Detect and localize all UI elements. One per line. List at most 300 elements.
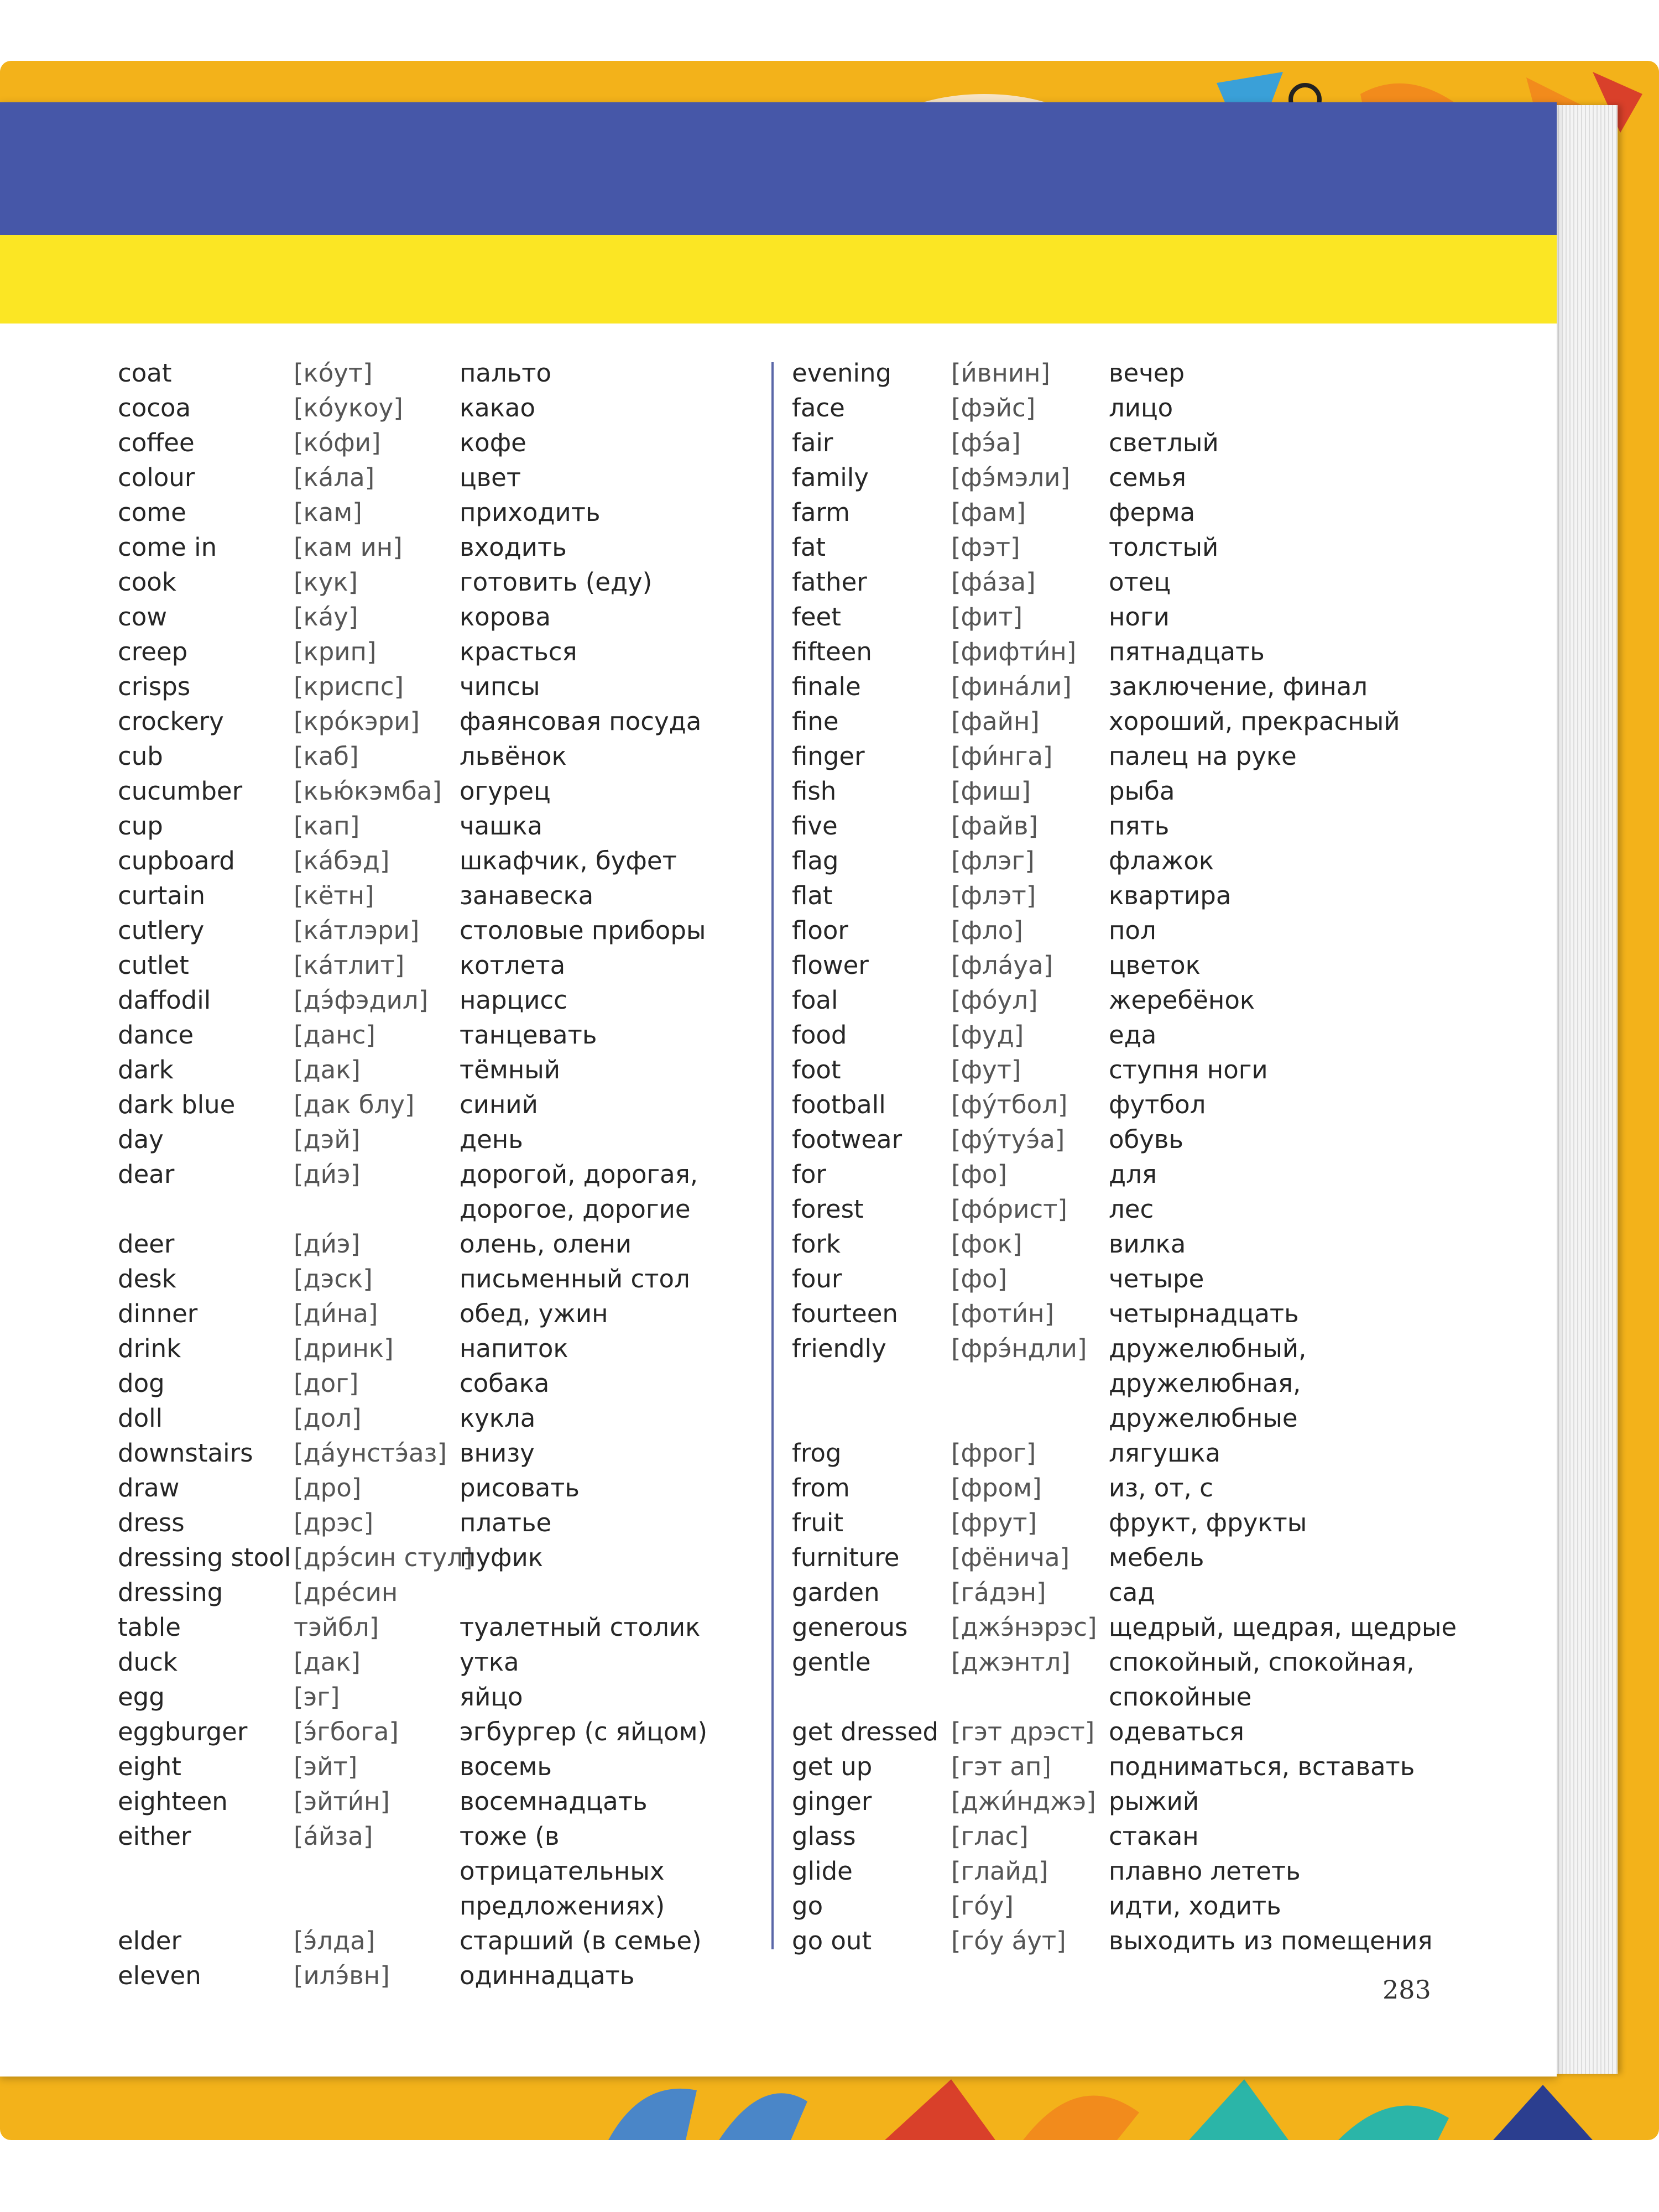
dictionary-entry (118, 565, 769, 599)
entry-translation: стакан (1109, 1822, 1199, 1851)
entry-transcription: [э́гбога] (294, 1717, 399, 1746)
entry-word: garden (792, 1578, 880, 1607)
entry-transcription: [фок] (951, 1229, 1022, 1259)
dictionary-entry (792, 1157, 1463, 1192)
entry-translation: корова (460, 602, 551, 632)
entry-transcription: [дэй] (294, 1125, 361, 1154)
entry-translation (460, 1575, 769, 1610)
entry-word: either (118, 1822, 191, 1851)
dictionary-entry (792, 1888, 1463, 1923)
entry-translation: одиннадцать (460, 1961, 635, 1990)
entry-translation: туалетный столик (460, 1613, 701, 1642)
entry-word: come (118, 498, 186, 527)
entry-word: from (792, 1473, 850, 1503)
dictionary-entry (792, 1227, 1463, 1261)
entry-translation: старший (в семье) (460, 1926, 702, 1955)
entry-translation: рисовать (460, 1473, 580, 1503)
entry-translation: ноги (1109, 602, 1170, 632)
entry-word: cub (118, 742, 163, 771)
entry-word: glass (792, 1822, 856, 1851)
dictionary-entry (792, 530, 1463, 565)
entry-transcription: [ко́ут] (294, 358, 373, 388)
entry-transcription: [фам] (951, 498, 1026, 527)
entry-transcription: [ко́фи] (294, 428, 381, 457)
entry-transcription: [ка́у] (294, 602, 358, 632)
entry-translation: восемнадцать (460, 1787, 648, 1816)
dictionary-entry (792, 634, 1463, 669)
dictionary-entry (118, 425, 769, 460)
entry-transcription: [фиш] (951, 776, 1031, 806)
entry-translation: пятнадцать (1109, 637, 1265, 666)
entry-transcription: [дак блу] (294, 1090, 415, 1119)
entry-transcription: [крип] (294, 637, 377, 666)
entry-transcription: [га́дэн] (951, 1578, 1046, 1607)
entry-word: father (792, 567, 867, 597)
dictionary-entry (792, 599, 1463, 634)
entry-transcription: [фрэ́ндли] (951, 1334, 1087, 1363)
entry-translation: дружелюбный, дружелюбная, дружелюбные (1109, 1334, 1307, 1433)
dictionary-entry (118, 356, 769, 390)
entry-transcription: [дэск] (294, 1264, 373, 1293)
entry-transcription: [фо́рист] (951, 1194, 1067, 1224)
entry-word: cook (118, 567, 176, 597)
entry-transcription: [файн] (951, 707, 1040, 736)
entry-translation: из, от, с (1109, 1473, 1213, 1503)
dictionary-entry (792, 739, 1463, 774)
entry-word: cow (118, 602, 168, 632)
entry-translation: вилка (1109, 1229, 1186, 1259)
entry-transcription: [кам] (294, 498, 362, 527)
dictionary-entry (792, 843, 1463, 878)
entry-translation: подниматься, вставать (1109, 1752, 1415, 1781)
entry-translation: танцевать (460, 1020, 597, 1050)
entry-transcription: [а́йза] (294, 1822, 373, 1851)
entry-word: floor (792, 916, 848, 945)
dictionary-entry (792, 948, 1463, 983)
entry-transcription: [фла́уа] (951, 951, 1053, 980)
entry-translation: пять (1109, 811, 1170, 841)
entry-word: duck (118, 1647, 178, 1677)
dictionary-entry (792, 808, 1463, 843)
dictionary-entry (118, 1436, 769, 1470)
entry-translation: одеваться (1109, 1717, 1244, 1746)
entry-word: eggburger (118, 1717, 248, 1746)
entry-word: fork (792, 1229, 841, 1259)
entry-transcription: [фёнича] (951, 1543, 1070, 1572)
dictionary-entry (118, 495, 769, 530)
entry-word: farm (792, 498, 850, 527)
entry-translation: идти, ходить (1109, 1891, 1281, 1921)
dictionary-entry (118, 1958, 769, 1993)
dictionary-entry (118, 1819, 769, 1923)
entry-word: cocoa (118, 393, 191, 422)
entry-word: friendly (792, 1334, 886, 1363)
entry-translation: кофе (460, 428, 526, 457)
dictionary-entry (118, 808, 769, 843)
entry-transcription: [ка́тлит] (294, 951, 405, 980)
entry-translation: четырнадцать (1109, 1299, 1299, 1328)
entry-transcription: [фло] (951, 916, 1023, 945)
dictionary-entry (792, 1261, 1463, 1296)
entry-translation: входить (460, 533, 567, 562)
entry-word: fat (792, 533, 826, 562)
dictionary-entry (118, 1122, 769, 1157)
entry-translation: обувь (1109, 1125, 1183, 1154)
entry-transcription: [данс] (294, 1020, 375, 1050)
entry-translation: флажок (1109, 846, 1214, 875)
entry-word: eighteen (118, 1787, 228, 1816)
entry-transcription: [эйти́н] (294, 1787, 390, 1816)
dictionary-entry (792, 704, 1463, 739)
entry-transcription: [фэ́а] (951, 428, 1021, 457)
page-number: 283 (1383, 1975, 1431, 2005)
entry-transcription: [джэ́нэрэс] (951, 1613, 1097, 1642)
entry-transcription: [ко́укоу] (294, 393, 403, 422)
dictionary-entry (792, 1018, 1463, 1052)
dictionary-page (0, 102, 1557, 2077)
entry-word: desk (118, 1264, 176, 1293)
entry-word: cupboard (118, 846, 235, 875)
entry-word: dance (118, 1020, 194, 1050)
entry-transcription: [ди́на] (294, 1299, 378, 1328)
dictionary-entry (118, 878, 769, 913)
entry-transcription: [дог] (294, 1369, 359, 1398)
entry-transcription: [ка́ла] (294, 463, 375, 492)
entry-transcription: [фут] (951, 1055, 1021, 1084)
entry-translation: приходить (460, 498, 601, 527)
dictionary-entry (118, 460, 769, 495)
entry-transcription: [кётн] (294, 881, 374, 910)
dictionary-entry (118, 1018, 769, 1052)
entry-transcription: [каб] (294, 742, 359, 771)
dictionary-entry (118, 1749, 769, 1784)
dictionary-entry (792, 1052, 1463, 1087)
entry-translation: лес (1109, 1194, 1154, 1224)
entry-transcription: [кам ин] (294, 533, 403, 562)
entry-word: flat (792, 881, 833, 910)
dictionary-entry (792, 1436, 1463, 1470)
dictionary-entry (118, 1261, 769, 1296)
entry-translation: собака (460, 1369, 550, 1398)
entry-word: drink (118, 1334, 181, 1363)
entry-transcription: [фо] (951, 1160, 1008, 1189)
entry-translation: цвет (460, 463, 521, 492)
entry-word: dark (118, 1055, 174, 1084)
dictionary-entry (118, 704, 769, 739)
entry-translation: квартира (1109, 881, 1232, 910)
dictionary-entry (118, 1645, 769, 1679)
dictionary-entry (118, 1157, 769, 1227)
dictionary-entry (118, 1087, 769, 1122)
entry-word: deer (118, 1229, 175, 1259)
entry-translation: четыре (1109, 1264, 1204, 1293)
entry-transcription: [фэ́мэли] (951, 463, 1070, 492)
entry-word: four (792, 1264, 842, 1293)
entry-transcription: [фэт] (951, 533, 1020, 562)
entry-translation: готовить (еду) (460, 567, 653, 597)
entry-word: crockery (118, 707, 224, 736)
entry-translation: занавеска (460, 881, 594, 910)
entry-translation: пуфик (460, 1543, 543, 1572)
dictionary-entry (118, 1296, 769, 1331)
entry-transcription: [кап] (294, 811, 360, 841)
dictionary-entry (118, 739, 769, 774)
entry-word: daffodil (118, 985, 211, 1015)
entry-transcription: [ка́бэд] (294, 846, 390, 875)
entry-word: coffee (118, 428, 195, 457)
dictionary-entry (792, 983, 1463, 1018)
entry-word: fifteen (792, 637, 872, 666)
entry-word: gentle (792, 1647, 871, 1677)
entry-translation: лицо (1109, 393, 1173, 422)
entry-word: coat (118, 358, 172, 388)
entry-transcription: [глайд] (951, 1856, 1048, 1886)
entry-word: cucumber (118, 776, 243, 806)
dictionary-entry (792, 1192, 1463, 1227)
entry-transcription: [кук] (294, 567, 358, 597)
entry-translation: плавно лететь (1109, 1856, 1301, 1886)
entry-word: family (792, 463, 869, 492)
entry-translation: яйцо (460, 1682, 523, 1712)
entry-transcription: [флэт] (951, 881, 1036, 910)
entry-translation: синий (460, 1090, 538, 1119)
dictionary-entry (118, 1366, 769, 1401)
entry-transcription: [фифти́н] (951, 637, 1077, 666)
entry-transcription: [фоти́н] (951, 1299, 1054, 1328)
dictionary-entry (792, 1505, 1463, 1540)
dictionary-entry (792, 1470, 1463, 1505)
entry-translation: отец (1109, 567, 1171, 597)
entry-transcription: [джэнтл] (951, 1647, 1071, 1677)
entry-translation: платье (460, 1508, 552, 1537)
entry-word: generous (792, 1613, 908, 1642)
entry-translation: какао (460, 393, 536, 422)
entry-translation: внизу (460, 1438, 535, 1468)
entry-word: glide (792, 1856, 853, 1886)
dictionary-entry (792, 913, 1463, 948)
entry-word: doll (118, 1404, 163, 1433)
entry-translation: фрукт, фрукты (1109, 1508, 1307, 1537)
entry-word: eight (118, 1752, 181, 1781)
entry-transcription: [флэг] (951, 846, 1035, 875)
entry-word: furniture (792, 1543, 900, 1572)
entry-translation: хороший, прекрасный (1109, 707, 1400, 736)
entry-word: elder (118, 1926, 181, 1955)
column-divider (771, 362, 774, 1949)
entry-word: foal (792, 985, 838, 1015)
dictionary-entry (792, 1749, 1463, 1784)
entry-word: finger (792, 742, 865, 771)
entry-transcription: [фром] (951, 1473, 1042, 1503)
entry-translation: жеребёнок (1109, 985, 1255, 1015)
entry-translation: восемь (460, 1752, 552, 1781)
entry-transcription: [дол] (294, 1404, 362, 1433)
entry-translation: футбол (1109, 1090, 1206, 1119)
entry-translation: олень, олени (460, 1229, 632, 1259)
dictionary-entry (118, 390, 769, 425)
entry-translation: нарцисс (460, 985, 567, 1015)
entry-translation: чипсы (460, 672, 540, 701)
entry-transcription: [э́лда] (294, 1926, 375, 1955)
entry-transcription: [фу́тбол] (951, 1090, 1068, 1119)
entry-translation: мебель (1109, 1543, 1204, 1572)
entry-word: feet (792, 602, 841, 632)
entry-word: fourteen (792, 1299, 898, 1328)
dictionary-entry (792, 1714, 1463, 1749)
dictionary-entry (792, 1087, 1463, 1122)
dictionary-entry (792, 565, 1463, 599)
dictionary-entry (118, 1470, 769, 1505)
entry-translation: эгбургер (с яйцом) (460, 1717, 708, 1746)
entry-transcription: [ка́тлэри] (294, 916, 420, 945)
entry-transcription: тэйбл] (294, 1613, 379, 1642)
entry-translation: напиток (460, 1334, 568, 1363)
entry-transcription: [фу́туэ́а] (951, 1125, 1065, 1154)
dictionary-entry (792, 669, 1463, 704)
entry-word: draw (118, 1473, 180, 1503)
entry-word: fruit (792, 1508, 844, 1537)
entry-word: flower (792, 951, 869, 980)
entry-word: cutlery (118, 916, 205, 945)
entry-word: day (118, 1125, 164, 1154)
dictionary-entry (792, 1296, 1463, 1331)
entry-word: fair (792, 428, 833, 457)
entry-translation: вечер (1109, 358, 1185, 388)
dictionary-entry (792, 878, 1463, 913)
entry-transcription: [файв] (951, 811, 1038, 841)
entry-translation: рыжий (1109, 1787, 1199, 1816)
entry-transcription: [го́у а́ут] (951, 1926, 1066, 1955)
entry-transcription: [фит] (951, 602, 1023, 632)
entry-translation: цветок (1109, 951, 1201, 980)
dictionary-entry (118, 913, 769, 948)
entry-translation: рыба (1109, 776, 1175, 806)
entry-translation: котлета (460, 951, 566, 980)
entry-translation: дорогой, дорогая, дорогое, дорогие (460, 1160, 698, 1224)
entry-translation: выходить из помещения (1109, 1926, 1433, 1955)
dictionary-entry (792, 1645, 1463, 1714)
dictionary-entry (792, 460, 1463, 495)
entry-translation: еда (1109, 1020, 1157, 1050)
entry-word: come in (118, 533, 217, 562)
dictionary-entry (118, 983, 769, 1018)
right-column (792, 356, 1463, 1958)
entry-translation: ферма (1109, 498, 1196, 527)
entry-transcription: [фэйс] (951, 393, 1036, 422)
entry-translation: пол (1109, 916, 1156, 945)
entry-transcription: [гэт ап] (951, 1752, 1051, 1781)
entry-word: dark blue (118, 1090, 236, 1119)
entry-word: dinner (118, 1299, 198, 1328)
entry-transcription: [ди́э] (294, 1229, 361, 1259)
entry-translation: заключение, финал (1109, 672, 1368, 701)
entry-translation: чашка (460, 811, 543, 841)
entry-transcription: [дро] (294, 1473, 362, 1503)
entry-word: table (118, 1613, 181, 1642)
entry-transcription: [дре́син (294, 1578, 398, 1607)
dictionary-entry (118, 948, 769, 983)
entry-word: eleven (118, 1961, 201, 1990)
entry-transcription: [дак] (294, 1647, 361, 1677)
entry-transcription: [дэ́фэдил] (294, 985, 429, 1015)
entry-translation: красться (460, 637, 577, 666)
entry-translation: светлый (1109, 428, 1219, 457)
entry-transcription: [джи́нджэ] (951, 1787, 1096, 1816)
entry-translation: семья (1109, 463, 1186, 492)
entry-transcription: [фрут] (951, 1508, 1037, 1537)
entry-translation: шкафчик, буфет (460, 846, 677, 875)
entry-word: dressing (118, 1578, 223, 1607)
dictionary-entry (118, 1331, 769, 1366)
entry-word: evening (792, 358, 892, 388)
entry-word: five (792, 811, 838, 841)
dictionary-entry (792, 1540, 1463, 1575)
dictionary-entry (118, 843, 769, 878)
dictionary-entry (118, 1540, 769, 1575)
dictionary-entry (118, 634, 769, 669)
entry-word: cup (118, 811, 163, 841)
dictionary-entry (792, 774, 1463, 808)
entry-translation: фаянсовая посуда (460, 707, 702, 736)
dictionary-entry (792, 495, 1463, 530)
entry-translation: кукла (460, 1404, 536, 1433)
entry-translation: обед, ужин (460, 1299, 608, 1328)
entry-transcription: [гэт дрэст] (951, 1717, 1095, 1746)
entry-word: dress (118, 1508, 185, 1537)
entry-translation: толстый (1109, 533, 1219, 562)
entry-word: ginger (792, 1787, 872, 1816)
entry-transcription: [да́унстэ́аз] (294, 1438, 447, 1468)
entry-transcription: [эйт] (294, 1752, 358, 1781)
entry-translation: день (460, 1125, 523, 1154)
entry-transcription: [дринк] (294, 1334, 394, 1363)
entry-transcription: [криспс] (294, 672, 404, 701)
entry-word: food (792, 1020, 847, 1050)
dictionary-entry (792, 390, 1463, 425)
entry-transcription: [эг] (294, 1682, 340, 1712)
entry-transcription: [фо́ул] (951, 985, 1038, 1015)
dictionary-entry (118, 1714, 769, 1749)
left-column (118, 356, 769, 1993)
dictionary-entry (118, 1227, 769, 1261)
entry-word: dressing stool (118, 1543, 291, 1572)
dictionary-entry (792, 1923, 1463, 1958)
dictionary-entry (118, 774, 769, 808)
entry-word: fine (792, 707, 839, 736)
dictionary-entry (118, 1923, 769, 1958)
dictionary-entry (792, 356, 1463, 390)
entry-transcription: [кро́кэри] (294, 707, 420, 736)
dictionary-entry (118, 530, 769, 565)
entry-transcription: [дак] (294, 1055, 361, 1084)
entry-transcription: [фрог] (951, 1438, 1036, 1468)
dictionary-entry (118, 1052, 769, 1087)
dictionary-entry (118, 1610, 769, 1645)
dictionary-entry (118, 669, 769, 704)
entry-transcription: [го́у] (951, 1891, 1014, 1921)
entry-translation: щедрый, щедрая, щедрые (1109, 1613, 1457, 1642)
entry-translation: для (1109, 1160, 1157, 1189)
entry-word: dog (118, 1369, 165, 1398)
entry-translation: пальто (460, 358, 552, 388)
entry-word: crisps (118, 672, 191, 701)
entry-word: flag (792, 846, 839, 875)
entry-transcription: [кью́кэмба] (294, 776, 442, 806)
entry-translation: ступня ноги (1109, 1055, 1268, 1084)
entry-word: curtain (118, 881, 206, 910)
dictionary-entry (792, 1331, 1463, 1436)
dictionary-entry (792, 1854, 1463, 1888)
